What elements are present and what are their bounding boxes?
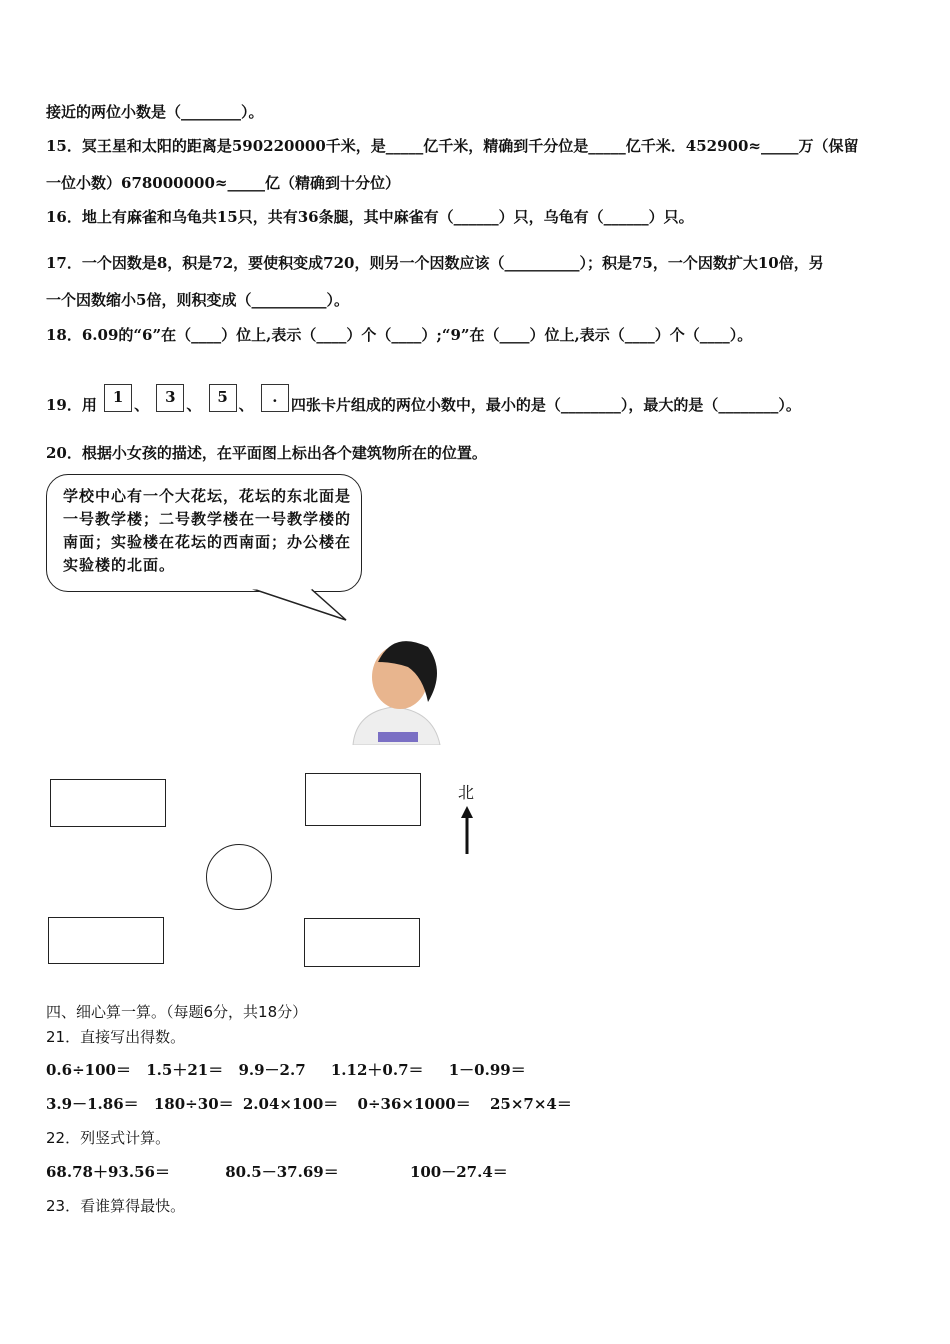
expr: 180÷30＝ xyxy=(153,1095,234,1113)
expr: 80.5－37.69＝ xyxy=(225,1163,339,1181)
q19-suffix: 四张卡片组成的两位小数中，最小的是（________），最大的是（________）。 xyxy=(290,396,801,414)
q18: 18．6.09的“6”在（____）位上,表示（____）个（____）;“9”在（____）位上,表示（____）个（____）。 xyxy=(46,326,753,344)
q21-row1 xyxy=(46,1060,526,1080)
bubble-text: 学校中心有一个大花坛，花坛的东北面是一号教学楼；二号教学楼在一号教学楼的南面；实验楼在花坛的西南面；办公楼在实验楼的北面。 xyxy=(63,487,352,574)
card-3: 3 xyxy=(156,384,184,412)
expr: 68.78＋93.56＝ xyxy=(46,1163,170,1181)
building-box-northwest[interactable] xyxy=(50,779,166,827)
section-4-heading: 四、细心算一算。（每题6分，共18分） xyxy=(46,1003,308,1021)
q19 xyxy=(46,384,801,415)
building-box-northeast[interactable] xyxy=(305,773,421,826)
girl-illustration xyxy=(348,632,443,745)
q23: 23．看谁算得最快。 xyxy=(46,1197,186,1215)
card-dot: . xyxy=(261,384,289,412)
bubble-tail xyxy=(240,586,355,622)
q15-line1: 15．冥王星和太阳的距离是590220000千米，是_____亿千米，精确到千分位是_____亿千米．452900≈_____万（保留 xyxy=(46,137,859,155)
expr: 100－27.4＝ xyxy=(409,1163,508,1181)
card-5: 5 xyxy=(209,384,237,412)
card-1: 1 xyxy=(104,384,132,412)
expr: 25×7×4＝ xyxy=(489,1095,572,1113)
q19-prefix: 19．用 xyxy=(46,396,97,414)
expr: 9.9－2.7 xyxy=(238,1061,306,1079)
q15-line2: 一位小数）678000000≈_____亿（精确到十分位） xyxy=(46,174,401,192)
flower-bed-circle xyxy=(206,844,272,910)
expr: 0÷36×1000＝ xyxy=(357,1095,471,1113)
speech-bubble xyxy=(46,474,362,592)
q21: 21．直接写出得数。 xyxy=(46,1028,186,1046)
expr: 2.04×100＝ xyxy=(242,1095,339,1113)
q22-row xyxy=(46,1162,508,1182)
sep: 、 xyxy=(134,396,150,414)
expr: 1－0.99＝ xyxy=(448,1061,526,1079)
expr: 1.12＋0.7＝ xyxy=(330,1061,424,1079)
expr: 1.5＋21＝ xyxy=(146,1061,224,1079)
q17-line1: 17．一个因数是8，积是72，要使积变成720，则另一个因数应该（__________）；积是75，一个因数扩大10倍，另 xyxy=(46,254,824,272)
building-box-southwest[interactable] xyxy=(48,917,164,964)
sep: 、 xyxy=(238,396,254,414)
expr: 3.9－1.86＝ xyxy=(46,1095,139,1113)
building-box-southeast[interactable] xyxy=(304,918,420,967)
q21-row2 xyxy=(46,1094,572,1114)
q16: 16．地上有麻雀和乌龟共15只，共有36条腿，其中麻雀有（______）只，乌龟有（______）只。 xyxy=(46,208,694,226)
north-label: 北 xyxy=(458,783,475,802)
q20: 20．根据小女孩的描述，在平面图上标出各个建筑物所在的位置。 xyxy=(46,444,487,462)
expr: 0.6÷100＝ xyxy=(46,1061,131,1079)
north-arrow-icon xyxy=(459,806,475,854)
q17-line2: 一个因数缩小5倍，则积变成（__________）。 xyxy=(46,291,349,309)
sep: 、 xyxy=(186,396,202,414)
q22: 22．列竖式计算。 xyxy=(46,1129,171,1147)
q14-tail: 接近的两位小数是（________）。 xyxy=(46,103,264,121)
